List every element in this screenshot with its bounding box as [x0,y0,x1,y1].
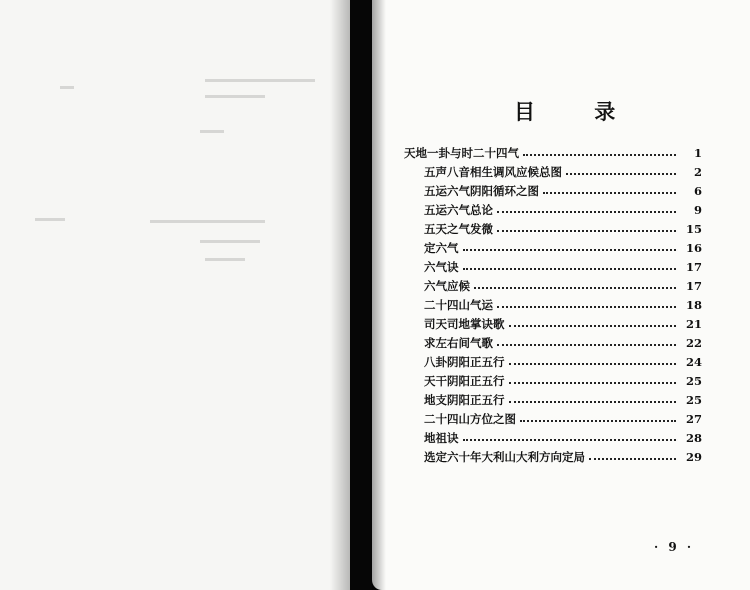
toc-leader-dots [523,154,676,156]
toc-entry-page: 2 [693,165,702,179]
toc-entry [424,162,702,182]
toc-leader-dots [497,230,676,232]
toc-entry-label: 求左右间气歌 [424,336,493,350]
bleed-through-mark [150,220,265,223]
bleed-through-mark [200,130,224,133]
left-page [0,0,350,590]
toc-entry-label: 八卦阴阳正五行 [424,355,505,369]
toc-entry [424,257,702,277]
toc-entry-label: 五声八音相生调风应候总图 [424,165,562,179]
toc-leader-dots [497,344,676,346]
toc-leader-dots [497,306,676,308]
toc-entry [424,333,702,353]
page-number: · 9 · [654,540,695,554]
toc-leader-dots [509,325,677,327]
toc-leader-dots [589,458,676,460]
bleed-through-mark [35,218,65,221]
toc-entry [424,181,702,201]
bleed-through-mark [205,258,245,261]
toc-leader-dots [543,192,676,194]
toc-entry [424,295,702,315]
toc-entry-page: 21 [685,317,702,331]
toc-entry-label: 天干阴阳正五行 [424,374,505,388]
toc-leader-dots [463,249,677,251]
toc-entry-page: 28 [685,431,702,445]
bleed-through-mark [205,79,315,82]
toc-entry-page: 16 [685,241,702,255]
toc-entry-label: 二十四山气运 [424,298,493,312]
toc-entry-label: 五运六气阴阳循环之图 [424,184,539,198]
bleed-through-mark [200,240,260,243]
toc-entry-label: 司天司地掌诀歌 [424,317,505,331]
toc-leader-dots [463,268,677,270]
right-page-edge-shadow [372,0,386,590]
toc-entry [424,428,702,448]
toc-entry-page: 17 [685,260,702,274]
toc-entry-label: 地祖诀 [424,431,459,445]
toc-leader-dots [463,439,677,441]
toc-entry-label: 选定六十年大利山大利方向定局 [424,450,585,464]
right-page [372,0,750,590]
toc-entry [424,352,702,372]
toc-entry [424,371,702,391]
toc-entry [424,276,702,296]
toc-entry-label: 二十四山方位之图 [424,412,516,426]
toc-entry [424,219,702,239]
bleed-through-mark [205,95,265,98]
toc-entry [424,200,702,220]
toc-entry-label: 六气诀 [424,260,459,274]
toc-entry-page: 29 [685,450,702,464]
page-gap [350,0,372,590]
toc-entry-page: 25 [685,374,702,388]
left-page-gutter-shadow [330,0,350,590]
toc-leader-dots [509,401,677,403]
toc-entry-label: 定六气 [424,241,459,255]
toc-title: 目 录 [514,99,642,124]
toc-entry-label: 六气应候 [424,279,470,293]
toc-entry-page: 6 [693,184,702,198]
toc-entry [424,447,702,467]
toc-entry-label: 五天之气发微 [424,222,493,236]
toc-entry-page: 9 [693,203,702,217]
toc-entry-page: 15 [685,222,702,236]
toc-entry-label: 五运六气总论 [424,203,493,217]
toc-entry [424,409,702,429]
toc-entry-page: 22 [685,336,702,350]
toc-entry [424,314,702,334]
toc-leader-dots [509,382,677,384]
toc-entry-page: 1 [693,146,702,160]
toc-entry-label: 地支阴阳正五行 [424,393,505,407]
bleed-through-mark [60,86,74,89]
toc-entry [424,390,702,410]
toc-leader-dots [520,420,676,422]
toc-entry-page: 18 [685,298,702,312]
toc-entry [424,238,702,258]
toc-entry-label: 天地一卦与时二十四气 [404,146,519,160]
toc-entry-page: 17 [685,279,702,293]
toc-leader-dots [474,287,676,289]
toc-entry [404,143,702,163]
toc-leader-dots [509,363,677,365]
toc-entry-page: 27 [685,412,702,426]
toc-leader-dots [497,211,676,213]
toc-leader-dots [566,173,676,175]
toc-entry-page: 25 [685,393,702,407]
toc-entry-page: 24 [685,355,702,369]
